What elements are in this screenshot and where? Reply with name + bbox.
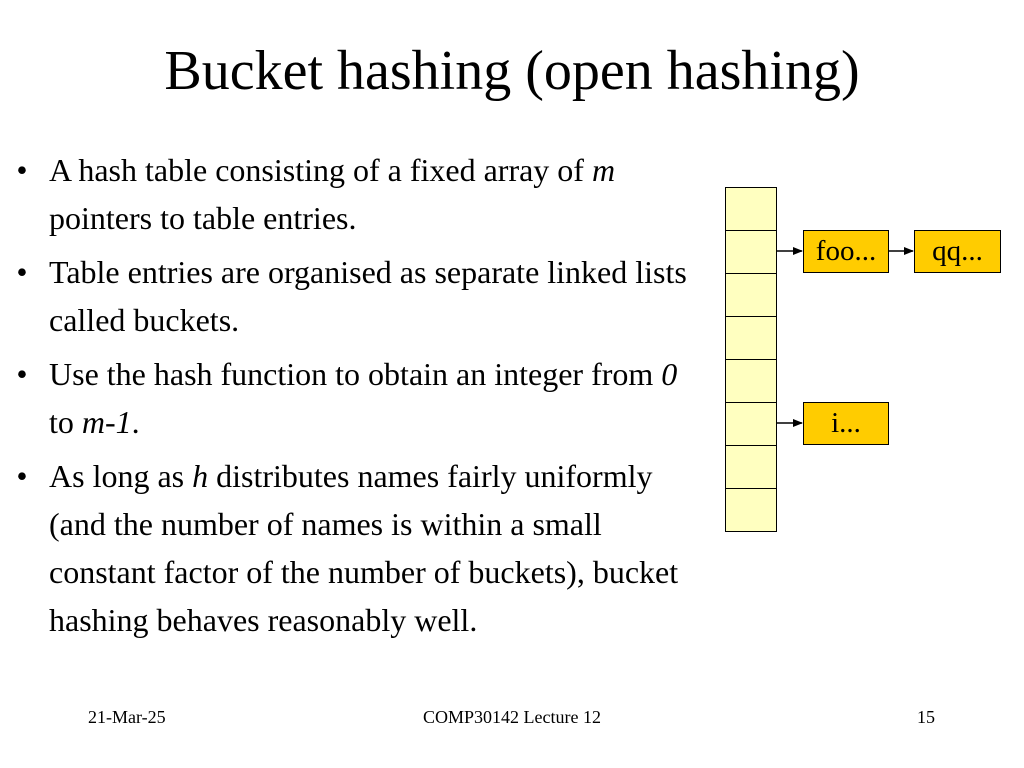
- bullet-text: Table entries are organised as separate linked lists called buckets.: [49, 254, 687, 338]
- bullet-text: distributes names fairly uniformly (and the number of names is within a small constant factor of the number of buckets), bucket hashing behaves reasonably well.: [49, 458, 679, 638]
- bullet-text: .: [131, 404, 140, 440]
- entry-i: i...: [803, 402, 889, 445]
- bullet-text: A hash table consisting of a fixed array of: [49, 152, 592, 188]
- bullet-dot: •: [16, 356, 28, 392]
- bullet-dot: •: [16, 254, 28, 290]
- footer-page-number: 15: [917, 707, 935, 727]
- footer-date: 21-Mar-25: [88, 707, 166, 727]
- bullet-italic-text: 0: [661, 356, 678, 392]
- bullet-italic-text: h: [192, 458, 209, 494]
- bullet-dot: •: [16, 458, 28, 494]
- bullet-text: Use the hash function to obtain an integer from: [49, 356, 662, 392]
- slide-title: Bucket hashing (open hashing): [164, 40, 860, 102]
- bullet-text: pointers to table entries.: [49, 200, 357, 236]
- entry-foo: foo...: [803, 230, 889, 273]
- bullet-italic-text: m: [591, 152, 616, 188]
- bullet-text: to: [49, 404, 82, 440]
- bullet-text: As long as: [49, 458, 193, 494]
- bullet-italic-text: m-1: [81, 404, 132, 440]
- footer-course: COMP30142 Lecture 12: [423, 707, 601, 727]
- entry-qq: qq...: [914, 230, 1001, 273]
- bullet-dot: •: [16, 152, 28, 188]
